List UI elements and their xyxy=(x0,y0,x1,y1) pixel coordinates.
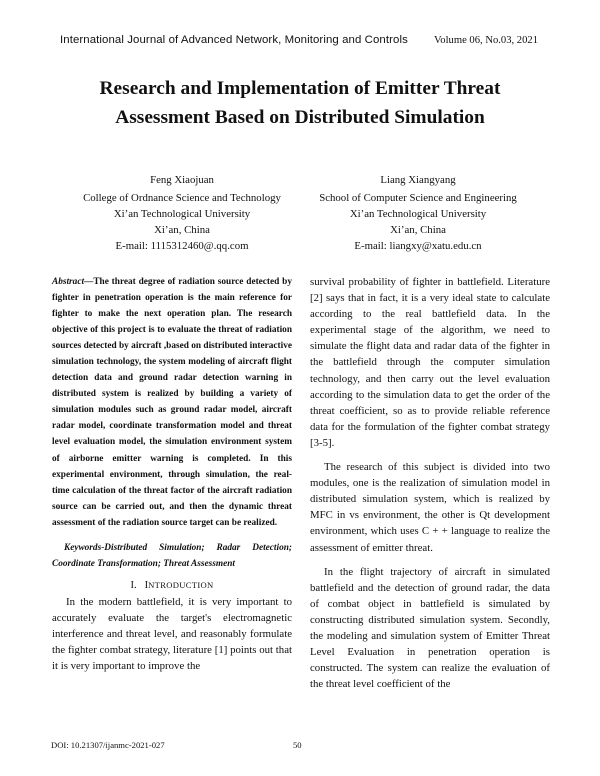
page-number: 50 xyxy=(293,740,302,750)
volume-info: Volume 06, No.03, 2021 xyxy=(434,35,538,46)
title-line-1: Research and Implementation of Emitter Threat xyxy=(99,78,501,99)
abstract xyxy=(52,274,292,531)
right-column xyxy=(310,274,550,692)
body-paragraph: The research of this subject is divided into two modules, one is the realization of simulation model in distributed simulation system, which is realized by MFC in vs environment, the other is Qt development environment, which uses C + + language to realize the assessment of emitter threat. xyxy=(310,461,550,554)
abstract-text: —The threat degree of radiation source detected by fighter in penetration operation is the main reference for fighter to make the next operation plan. The research objective of this project is to evaluate the threat of radiation sources detected by aircraft ,based on distributed interactive simulation technology, the system modeling of aircraft flight detection data and ground radar detection warning in distributed system is realized by building a variety of simulation modules such as ground radar model, aircraft radar model, coordinate transformation model and threat level evaluation model, the simulation environment system of airborne emitter warning is completed. In this experimental environment, through simulation, the real-time calculation of the threat factor of the aircraft radiation source can be carried out, and then the dynamic threat assessment of the radiation source target can be realized. xyxy=(52,277,292,528)
author-university: Xi’an Technological University xyxy=(349,208,487,221)
author-name: Liang Xiangyang xyxy=(380,174,456,186)
section-title-rest: NTRODUCTION xyxy=(148,579,214,590)
author-location: Xi’an, China xyxy=(154,224,210,237)
abstract-lead: Abstract xyxy=(52,277,85,287)
author-block xyxy=(0,172,600,252)
paper-title xyxy=(0,74,600,132)
author-1 xyxy=(47,172,317,254)
section-title-first: I xyxy=(144,579,149,591)
keywords: Keywords-Distributed Simulation; Radar Detection; Coordinate Transformation; Threat Assessment xyxy=(52,542,292,569)
intro-paragraph: In the modern battlefield, it is very important to accurately evaluate the target's electromagnetic interference and threat level, and reasonably formulate the fighter combat strategy, literature [1] points out that it is very important to improve the xyxy=(52,595,292,673)
running-header xyxy=(60,34,538,50)
author-affiliation: School of Computer Science and Engineering xyxy=(319,192,517,205)
body-paragraph: survival probability of fighter in battlefield. Literature [2] says that in fact, it is a very ideal state to calculate according to the real battlefield data. In the experimental stage of the algorithm, we need to simulate the flight data and radar data of the fighter in the battlefield through the computer simulation technology, and then carry out the level evaluation according to the simulation data to get the order of the threat coefficient, so as to provide reliable reference data for the formulation of the fighter combat strategy [3-5]. xyxy=(310,276,550,449)
author-location: Xi’an, China xyxy=(390,224,446,237)
author-email: E-mail: liangxy@xatu.edu.cn xyxy=(354,240,482,253)
author-2 xyxy=(283,172,553,254)
author-name: Feng Xiaojuan xyxy=(150,174,214,186)
author-university: Xi’an Technological University xyxy=(113,208,251,221)
doi: DOI: 10.21307/ijanmc-2021-027 xyxy=(51,740,165,750)
journal-name: International Journal of Advanced Network, Monitoring and Controls xyxy=(60,34,408,46)
title-line-2: Assessment Based on Distributed Simulation xyxy=(115,107,485,128)
section-numeral: I. xyxy=(130,579,137,591)
section-heading xyxy=(52,577,292,594)
author-affiliation: College of Ordnance Science and Technology xyxy=(83,192,281,205)
author-email: E-mail: 1115312460@.qq.com xyxy=(115,240,249,253)
body-paragraph: In the flight trajectory of aircraft in simulated battlefield and the detection of ground radar, the data of combat object in battlefield is simulated by constructing distributed simulation system. Secondly, the modeling and simulation system of Emitter Threat Level Evaluation in penetration operation is constructed. The system can realize the evaluation of the threat level coefficient of the xyxy=(310,565,550,691)
left-column xyxy=(52,274,292,674)
